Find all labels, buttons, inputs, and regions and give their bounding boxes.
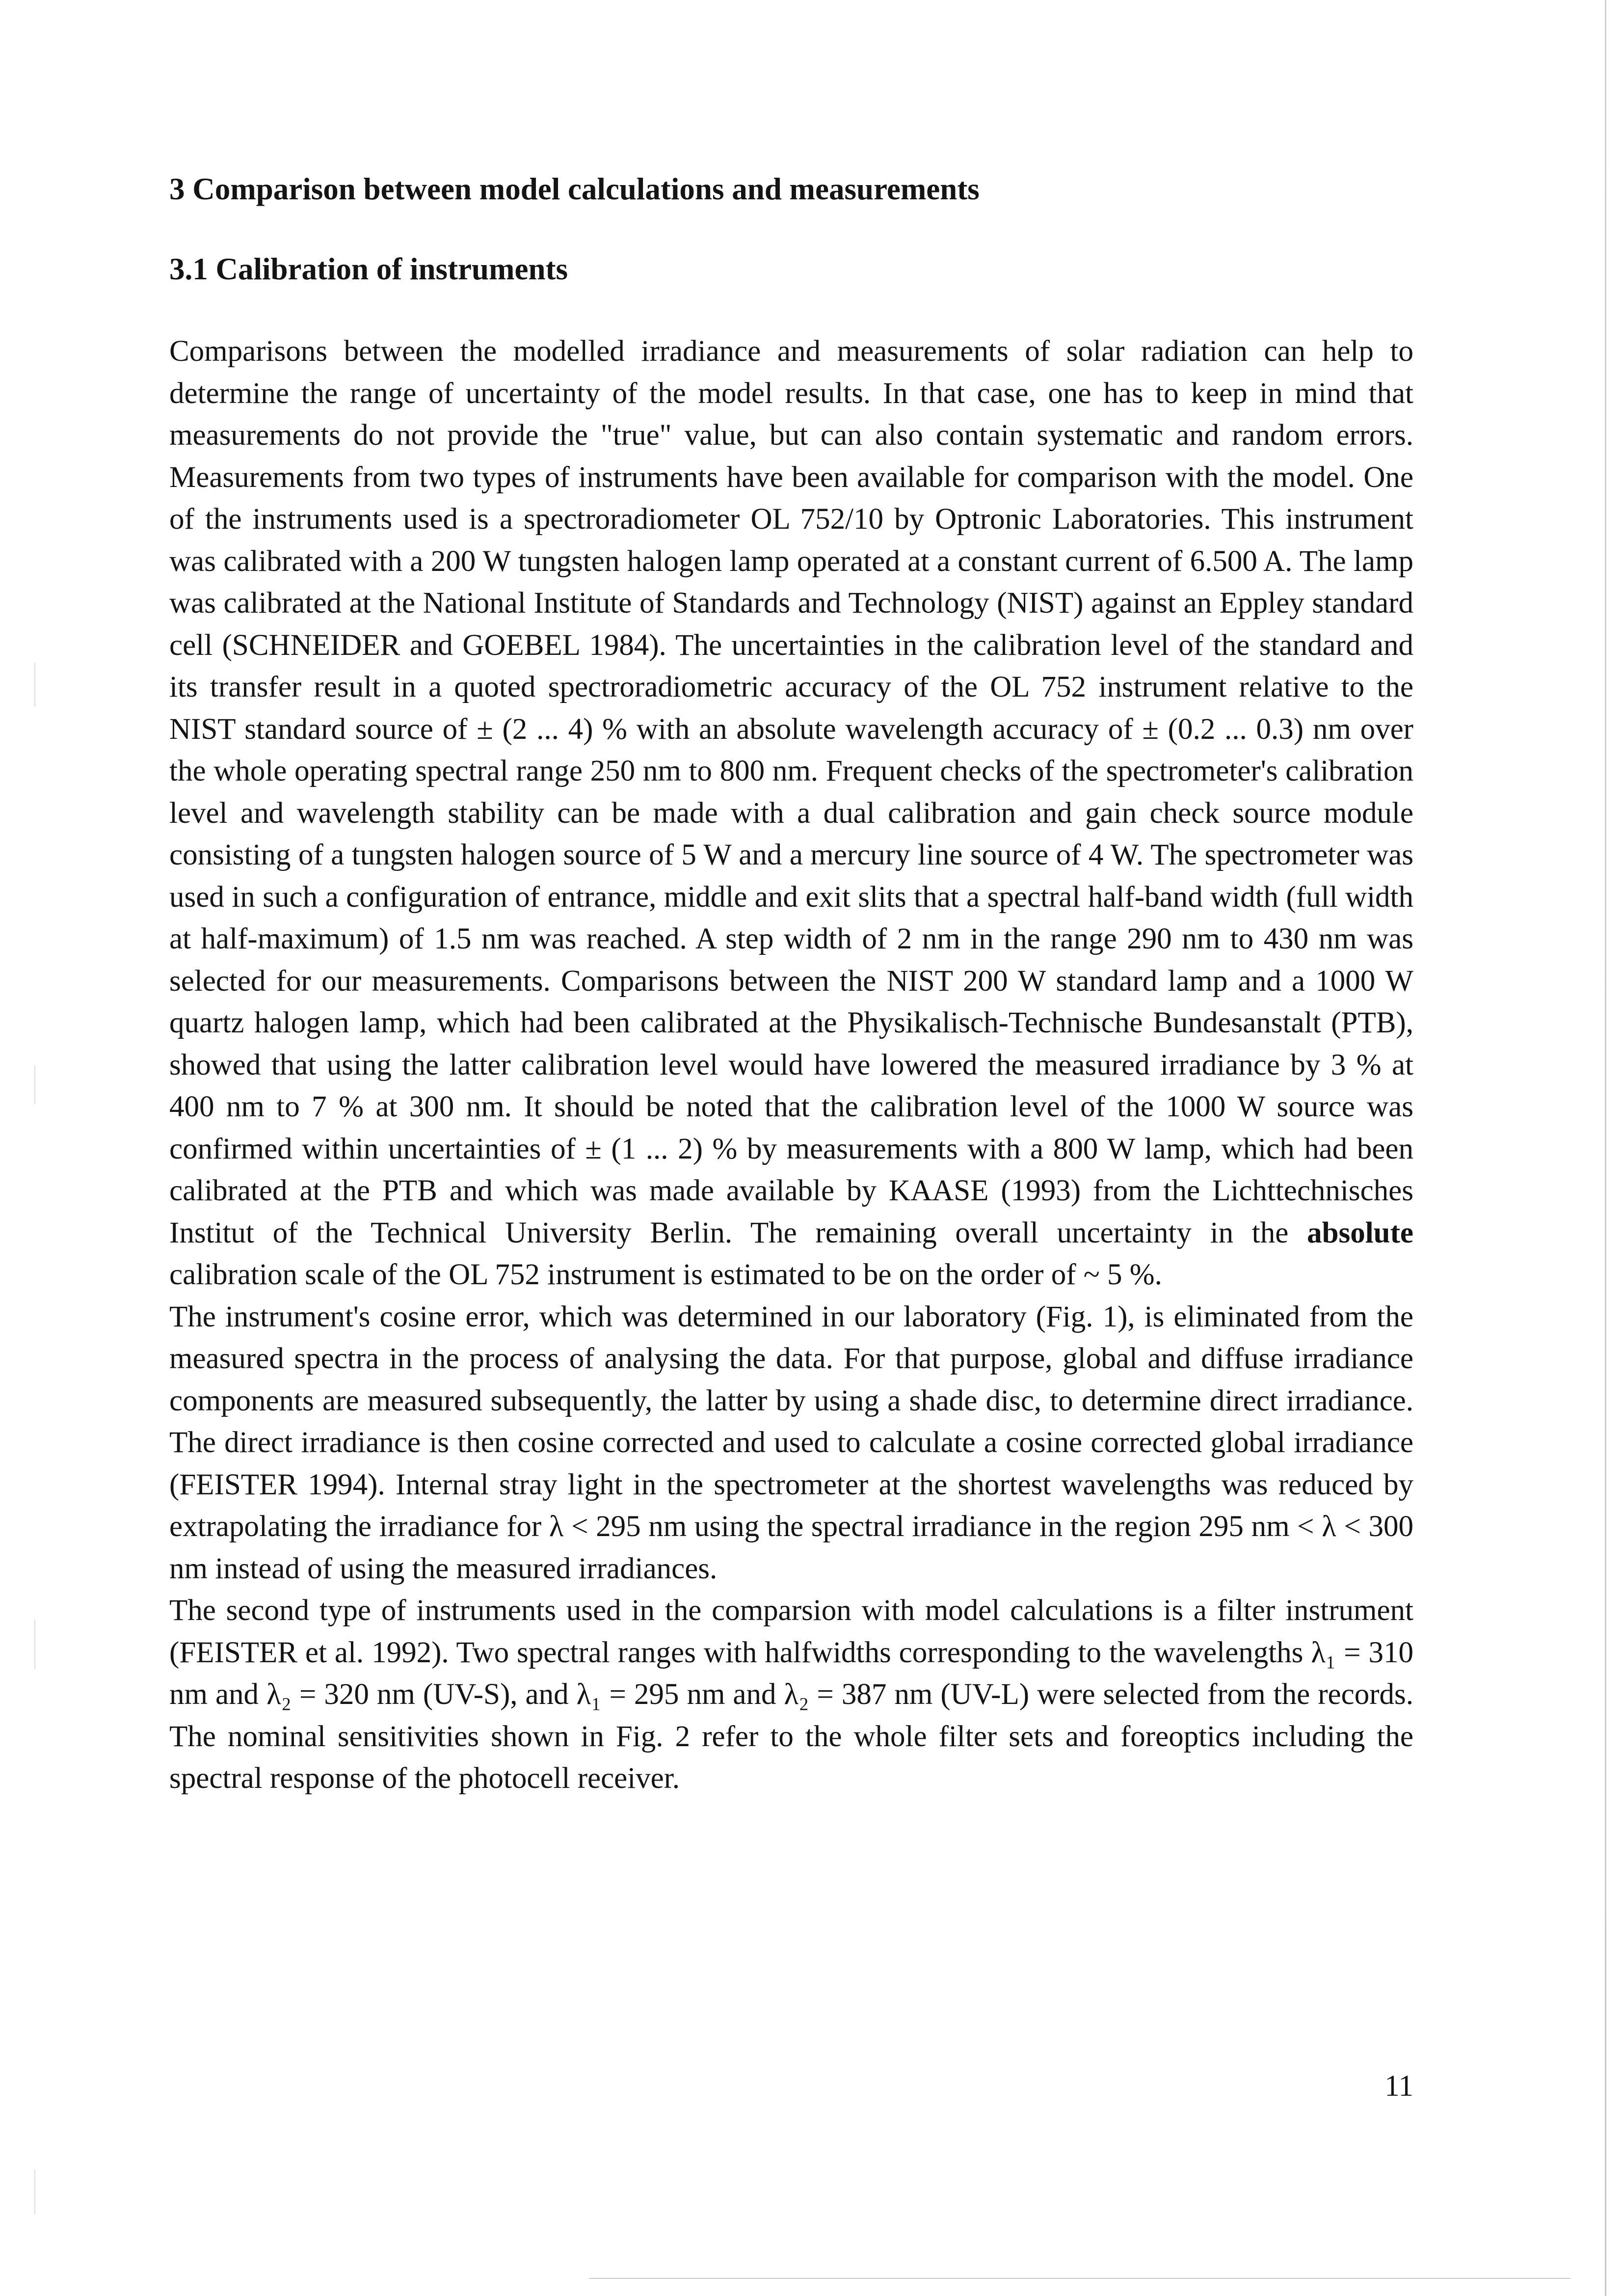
paragraph-text: calibration scale of the OL 752 instrument is estimated to be on the order of ~ 5 %.	[169, 1258, 1162, 1291]
paragraph-text: Comparisons between the modelled irradiance and measurements of solar radiation can help to determine the range of uncertainty of the model results. In that case, one has to keep in mind that measurements do not provide the "true" value, but can also contain systematic and random errors. Measurements from two types of instruments have been available for comparison with the model. One of the instruments used is a spectroradiometer OL 752/10 by Optronic Laboratories. This instrument was calibrated with a 200 W tungsten halogen lamp operated at a constant current of 6.500 A. The lamp was calibrated at the National Institute of Standards and Technology (NIST) against an Eppley standard cell (SCHNEIDER and GOEBEL 1984). The uncertainties in the calibration level of the standard and its transfer result in a quoted spectroradiometric accuracy of the OL 752 instrument relative to the NIST standard source of ± (2 ... 4) % with an absolute wavelength accuracy of ± (0.2 ... 0.3) nm over the whole operating spectral range 250 nm to 800 nm. Frequent checks of the spectrometer's calibration level and wavelength stability can be made with a dual calibration and gain check source module consisting of a tungsten halogen source of 5 W and a mercury line source of 4 W. The spectrometer was used in such a configuration of entrance, middle and exit slits that a spectral half-band width (full width at half-maximum) of 1.5 nm was reached. A step width of 2 nm in the range 290 nm to 430 nm was selected for our measurements. Comparisons between the NIST 200 W standard lamp and a 1000 W quartz halogen lamp, which had been calibrated at the Physikalisch-Technische Bundesanstalt (PTB), showed that using the latter calibration level would have lowered the measured irradiance by 3 % at 400 nm to 7 % at 300 nm. It should be noted that the calibration level of the 1000 W source was confirmed within uncertainties of ± (1 ... 2) % by measurements with a 800 W lamp, which had been calibrated at the PTB and which was made available by KAASE (1993) from the Lichttechnisches Institut of the Technical University Berlin. The remaining overall uncertainty in the	[169, 335, 1413, 1249]
scan-mark-left	[34, 1065, 35, 1105]
section-heading: 3 Comparison between model calculations and measurements	[169, 172, 980, 206]
scan-mark-left	[34, 663, 35, 707]
scan-mark-left	[34, 1620, 35, 1669]
scan-mark-left	[34, 2170, 35, 2214]
paragraph-calibration	[169, 330, 1413, 1296]
scan-edge-right	[1605, 0, 1606, 2296]
paragraph-filter-instrument: The second type of instruments used in the comparsion with model calculations is a filter instrument (FEISTER et al. 1992). Two spectral ranges with halfwidths corresponding to the wavelengths λ₁ = 310 nm and λ₂ = 320 nm (UV-S), and λ₁ = 295 nm and λ₂ = 387 nm (UV-L) were selected from the records. The nominal sensitivities shown in Fig. 2 refer to the whole filter sets and foreoptics including the spectral response of the photocell receiver.	[169, 1594, 1413, 1795]
paragraph-cosine-error: The instrument's cosine error, which was determined in our laboratory (Fig. 1), is eliminated from the measured spectra in the process of analysing the data. For that purpose, global and diffuse irradiance components are measured subsequently, the latter by using a shade disc, to determine direct irradiance. The direct irradiance is then cosine corrected and used to calculate a cosine corrected global irradiance (FEISTER 1994). Internal stray light in the spectrometer at the shortest wavelengths was reduced by extrapolating the irradiance for λ < 295 nm using the spectral irradiance in the region 295 nm < λ < 300 nm instead of using the measured irradiances.	[169, 1300, 1413, 1585]
subsection-heading: 3.1 Calibration of instruments	[169, 252, 568, 286]
page-number: 11	[1384, 2070, 1413, 2103]
emphasis-text: absolute	[1307, 1216, 1413, 1249]
scan-edge-bottom	[589, 2278, 1570, 2279]
document-page	[169, 169, 1413, 1800]
